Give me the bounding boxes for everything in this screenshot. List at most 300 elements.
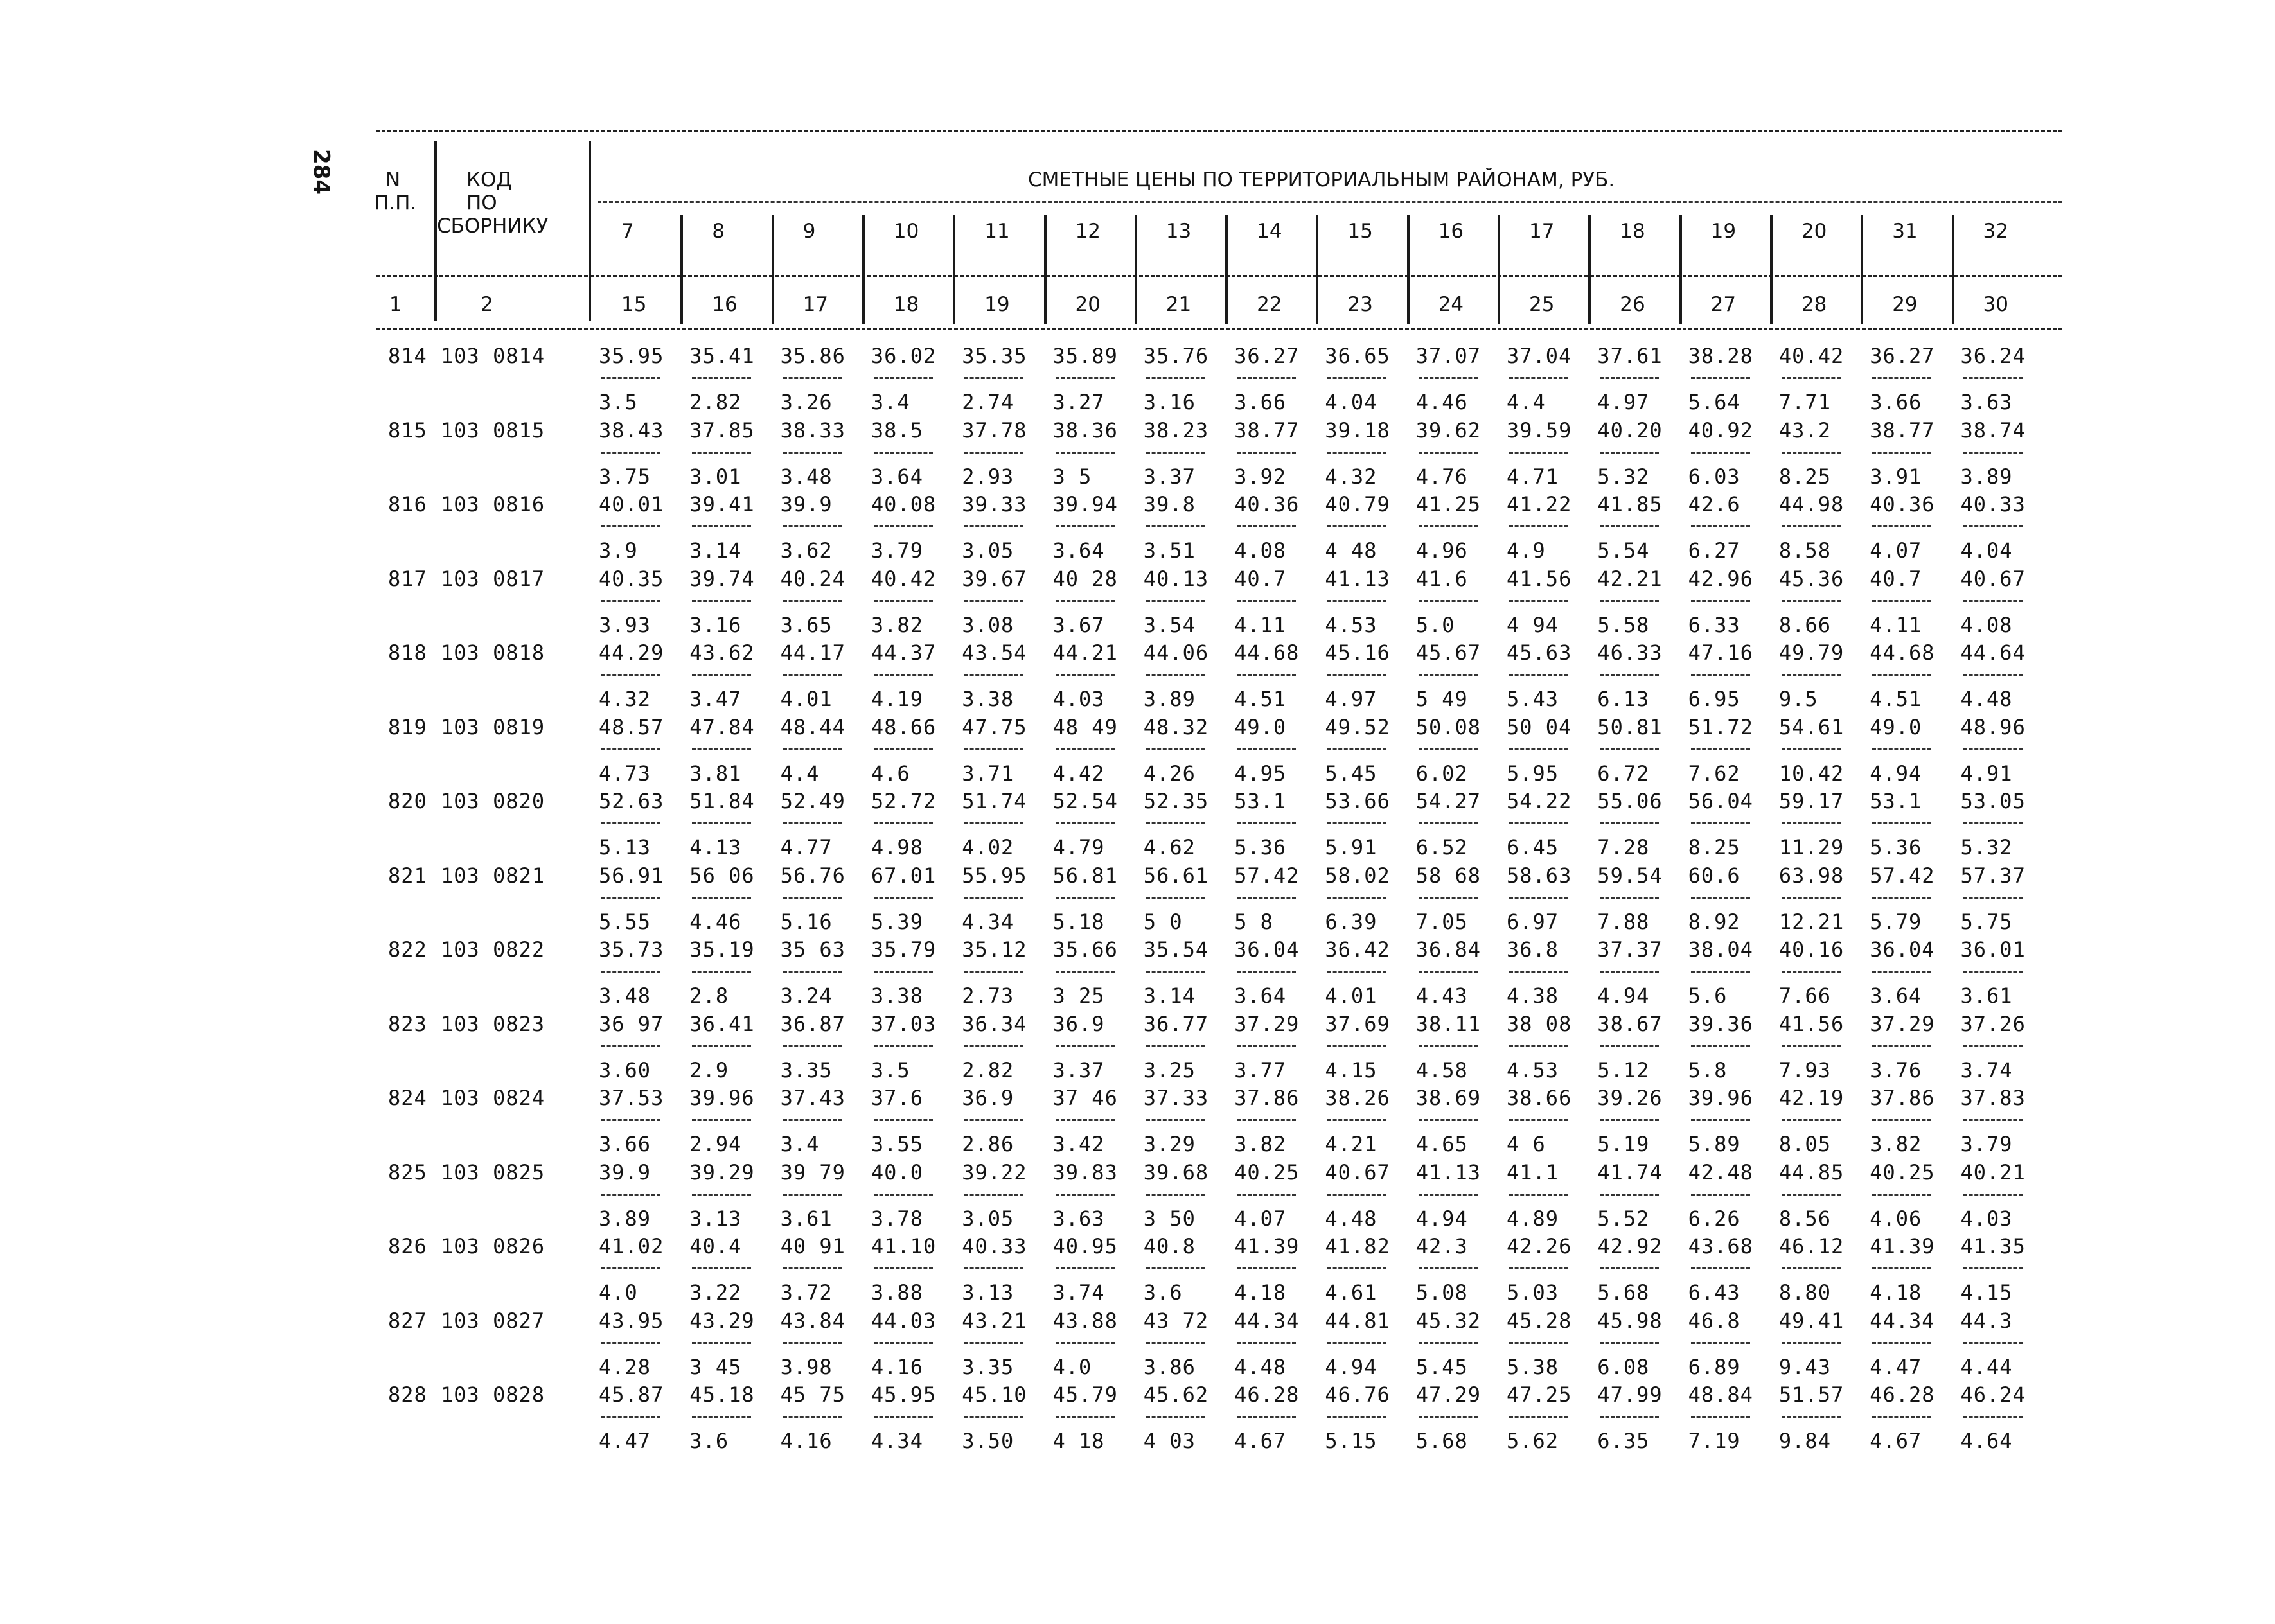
price-value: 36.27 xyxy=(1234,344,1300,368)
price-value: 43.95 xyxy=(599,1308,664,1333)
price-subvalue: 3 25 xyxy=(1052,984,1105,1008)
value-underline xyxy=(964,897,1023,899)
value-underline xyxy=(1146,452,1205,454)
price-subvalue: 3.64 xyxy=(1234,984,1287,1008)
value-underline xyxy=(1963,1342,2023,1344)
price-value: 60.6 xyxy=(1688,863,1740,888)
price-value: 38.28 xyxy=(1688,344,1753,368)
price-subvalue: 4.11 xyxy=(1870,612,1922,637)
value-underline xyxy=(692,377,751,379)
title-underline xyxy=(598,201,2062,203)
value-underline xyxy=(1419,1267,1478,1269)
price-subvalue: 8.25 xyxy=(1778,464,1831,489)
value-underline xyxy=(1509,674,1568,676)
price-subvalue: 4.18 xyxy=(1234,1280,1287,1305)
price-subvalue: 4.95 xyxy=(1234,761,1287,786)
row-code: 103 0821 xyxy=(441,863,545,888)
price-value: 41.82 xyxy=(1325,1234,1390,1258)
row-number: 828 xyxy=(388,1382,427,1407)
row-code: 103 0825 xyxy=(441,1160,545,1185)
price-subvalue: 4.15 xyxy=(1960,1280,2013,1305)
price-value: 56.76 xyxy=(780,863,845,888)
price-subvalue: 3.71 xyxy=(962,761,1014,786)
column-number: 21 xyxy=(1165,293,1192,316)
value-underline xyxy=(1056,600,1115,602)
value-underline xyxy=(964,1119,1023,1121)
price-subvalue: 3.93 xyxy=(599,612,651,637)
value-underline xyxy=(1237,1416,1296,1418)
value-underline xyxy=(1056,1267,1115,1269)
price-subvalue: 4.16 xyxy=(780,1429,833,1453)
price-subvalue: 8.80 xyxy=(1778,1280,1831,1305)
price-subvalue: 5.95 xyxy=(1507,761,1559,786)
value-underline xyxy=(1237,1342,1296,1344)
value-underline xyxy=(1237,897,1296,899)
value-underline xyxy=(1509,1267,1568,1269)
district-divider xyxy=(680,215,683,324)
price-subvalue: 4.46 xyxy=(1415,390,1468,414)
price-value: 39.96 xyxy=(689,1086,755,1110)
price-subvalue: 5.68 xyxy=(1597,1280,1650,1305)
price-subvalue: 6.33 xyxy=(1688,612,1740,637)
header-pp: П.П. xyxy=(374,191,417,215)
value-underline xyxy=(1056,897,1115,899)
price-subvalue: 3.37 xyxy=(1143,464,1196,489)
price-value: 47.29 xyxy=(1415,1382,1482,1407)
price-subvalue: 4 94 xyxy=(1507,612,1559,637)
page-number: 284 xyxy=(308,149,334,195)
price-value: 39.33 xyxy=(962,492,1027,516)
price-subvalue: 6.89 xyxy=(1688,1354,1740,1379)
column-number: 17 xyxy=(802,293,829,316)
price-value: 37.53 xyxy=(599,1086,664,1110)
price-value: 52.35 xyxy=(1143,789,1209,813)
value-underline xyxy=(1509,1045,1568,1047)
price-subvalue: 4.02 xyxy=(962,835,1014,860)
price-value: 41.02 xyxy=(599,1234,664,1258)
price-value: 38.36 xyxy=(1052,418,1118,443)
price-value: 56.91 xyxy=(599,863,664,888)
price-subvalue: 4.4 xyxy=(780,761,820,786)
price-subvalue: 3 5 xyxy=(1052,464,1092,489)
price-value: 41.6 xyxy=(1415,566,1468,591)
price-value: 41.35 xyxy=(1960,1234,2026,1258)
value-underline xyxy=(1691,748,1750,750)
price-subvalue: 6.08 xyxy=(1597,1354,1650,1379)
column-number: 23 xyxy=(1347,293,1373,316)
price-value: 44.37 xyxy=(871,640,937,665)
price-value: 40.67 xyxy=(1325,1160,1390,1185)
row-number: 820 xyxy=(388,789,427,813)
value-underline xyxy=(1782,822,1841,824)
price-value: 39.36 xyxy=(1688,1011,1753,1036)
row-number: 821 xyxy=(388,863,427,888)
value-underline xyxy=(1872,1342,1931,1344)
row-number: 815 xyxy=(388,418,427,443)
price-subvalue: 3.82 xyxy=(871,612,923,637)
value-underline xyxy=(1600,1045,1659,1047)
value-underline xyxy=(1963,971,2023,973)
row-number: 823 xyxy=(388,1011,427,1036)
price-subvalue: 4.48 xyxy=(1325,1206,1377,1231)
price-value: 38.23 xyxy=(1143,418,1209,443)
price-subvalue: 4.65 xyxy=(1415,1132,1468,1156)
value-underline xyxy=(874,897,933,899)
value-underline xyxy=(1963,377,2023,379)
value-underline xyxy=(1509,748,1568,750)
price-value: 38.33 xyxy=(780,418,845,443)
price-value: 56 06 xyxy=(689,863,755,888)
price-value: 45.28 xyxy=(1507,1308,1572,1333)
value-underline xyxy=(1600,600,1659,602)
price-value: 44.85 xyxy=(1778,1160,1845,1185)
row-code: 103 0822 xyxy=(441,937,545,962)
price-subvalue: 5.38 xyxy=(1507,1354,1559,1379)
value-underline xyxy=(1600,377,1659,379)
price-subvalue: 3.98 xyxy=(780,1354,833,1379)
value-underline xyxy=(874,377,933,379)
price-subvalue: 8.25 xyxy=(1688,835,1740,860)
price-subvalue: 3.38 xyxy=(871,984,923,1008)
price-subvalue: 7.93 xyxy=(1778,1057,1831,1082)
price-value: 37.78 xyxy=(962,418,1027,443)
price-value: 36.02 xyxy=(871,344,937,368)
value-underline xyxy=(1963,1267,2023,1269)
value-underline xyxy=(874,525,933,527)
table-top-rule xyxy=(376,130,2062,132)
value-underline xyxy=(1963,1416,2023,1418)
value-underline xyxy=(692,1194,751,1196)
price-value: 39 79 xyxy=(780,1160,845,1185)
value-underline xyxy=(1691,971,1750,973)
price-value: 57.42 xyxy=(1870,863,1935,888)
value-underline xyxy=(601,1119,660,1121)
value-underline xyxy=(964,1416,1023,1418)
price-subvalue: 3.79 xyxy=(1960,1132,2013,1156)
row-code: 103 0824 xyxy=(441,1086,545,1110)
value-underline xyxy=(1782,525,1841,527)
price-subvalue: 4.76 xyxy=(1415,464,1468,489)
value-underline xyxy=(1419,1416,1478,1418)
value-underline xyxy=(964,971,1023,973)
price-value: 39.22 xyxy=(962,1160,1027,1185)
value-underline xyxy=(1419,1119,1478,1121)
value-underline xyxy=(1872,897,1931,899)
value-underline xyxy=(601,897,660,899)
value-underline xyxy=(1782,1267,1841,1269)
price-value: 35.41 xyxy=(689,344,755,368)
value-underline xyxy=(1600,452,1659,454)
price-value: 40.20 xyxy=(1597,418,1663,443)
value-underline xyxy=(1419,452,1478,454)
price-value: 35.35 xyxy=(962,344,1027,368)
price-value: 42.96 xyxy=(1688,566,1753,591)
price-subvalue: 4.98 xyxy=(871,835,923,860)
price-value: 52.63 xyxy=(599,789,664,813)
price-value: 38.5 xyxy=(871,418,923,443)
price-subvalue: 8.05 xyxy=(1778,1132,1831,1156)
price-value: 43.88 xyxy=(1052,1308,1118,1333)
value-underline xyxy=(1872,1416,1931,1418)
price-value: 39.67 xyxy=(962,566,1027,591)
price-value: 39.26 xyxy=(1597,1086,1663,1110)
price-subvalue: 3.4 xyxy=(780,1132,820,1156)
price-subvalue: 3.64 xyxy=(1870,984,1922,1008)
value-underline xyxy=(1963,1119,2023,1121)
value-underline xyxy=(964,1342,1023,1344)
price-value: 44.34 xyxy=(1870,1308,1935,1333)
value-underline xyxy=(964,674,1023,676)
price-subvalue: 4.19 xyxy=(871,687,923,711)
price-value: 58 68 xyxy=(1415,863,1482,888)
row-number: 825 xyxy=(388,1160,427,1185)
price-value: 35.19 xyxy=(689,937,755,962)
price-value: 55.06 xyxy=(1597,789,1663,813)
column-number: 28 xyxy=(1801,293,1827,316)
value-underline xyxy=(1872,452,1931,454)
price-subvalue: 5.16 xyxy=(780,909,833,934)
price-subvalue: 3 45 xyxy=(689,1354,742,1379)
price-subvalue: 5.15 xyxy=(1325,1429,1377,1453)
price-value: 36 97 xyxy=(599,1011,664,1036)
value-underline xyxy=(1327,674,1386,676)
price-subvalue: 4 18 xyxy=(1052,1429,1105,1453)
price-subvalue: 3.82 xyxy=(1870,1132,1922,1156)
price-subvalue: 3.9 xyxy=(599,538,638,563)
price-value: 42.26 xyxy=(1507,1234,1572,1258)
price-value: 45.62 xyxy=(1143,1382,1209,1407)
value-underline xyxy=(1509,822,1568,824)
price-subvalue: 4.03 xyxy=(1960,1206,2013,1231)
value-underline xyxy=(1872,971,1931,973)
value-underline xyxy=(1419,600,1478,602)
price-subvalue: 3.14 xyxy=(689,538,742,563)
price-subvalue: 4.51 xyxy=(1870,687,1922,711)
value-underline xyxy=(964,1045,1023,1047)
price-value: 63.98 xyxy=(1778,863,1845,888)
price-subvalue: 5 0 xyxy=(1143,909,1183,934)
value-underline xyxy=(1782,748,1841,750)
header-code-1: КОД xyxy=(466,168,512,191)
price-subvalue: 6.39 xyxy=(1325,909,1377,934)
price-subvalue: 4.43 xyxy=(1415,984,1468,1008)
price-subvalue: 3.65 xyxy=(780,612,833,637)
price-value: 39.9 xyxy=(780,492,833,516)
price-subvalue: 8.92 xyxy=(1688,909,1740,934)
value-underline xyxy=(783,525,842,527)
value-underline xyxy=(1056,1342,1115,1344)
price-subvalue: 2.82 xyxy=(689,390,742,414)
price-value: 67.01 xyxy=(871,863,937,888)
price-subvalue: 6.27 xyxy=(1688,538,1740,563)
price-subvalue: 5.32 xyxy=(1960,835,2013,860)
value-underline xyxy=(1056,377,1115,379)
price-subvalue: 5.36 xyxy=(1234,835,1287,860)
price-subvalue: 9.84 xyxy=(1778,1429,1831,1453)
col-divider-2 xyxy=(589,141,591,321)
value-underline xyxy=(1600,1194,1659,1196)
district-divider xyxy=(1316,215,1318,324)
value-underline xyxy=(1691,822,1750,824)
district-header: 10 xyxy=(893,220,919,243)
value-underline xyxy=(601,452,660,454)
value-underline xyxy=(1327,452,1386,454)
district-header: 13 xyxy=(1165,220,1192,243)
price-value: 45 75 xyxy=(780,1382,845,1407)
price-value: 46.24 xyxy=(1960,1382,2026,1407)
district-header: 31 xyxy=(1892,220,1918,243)
price-subvalue: 12.21 xyxy=(1778,909,1845,934)
value-underline xyxy=(1872,822,1931,824)
price-value: 38.77 xyxy=(1870,418,1935,443)
price-value: 36.65 xyxy=(1325,344,1390,368)
price-subvalue: 4 03 xyxy=(1143,1429,1196,1453)
value-underline xyxy=(1691,377,1750,379)
value-underline xyxy=(783,897,842,899)
price-subvalue: 4.07 xyxy=(1870,538,1922,563)
value-underline xyxy=(692,1267,751,1269)
value-underline xyxy=(1782,897,1841,899)
value-underline xyxy=(1327,600,1386,602)
price-value: 44.81 xyxy=(1325,1308,1390,1333)
price-value: 50.08 xyxy=(1415,714,1482,739)
price-subvalue: 3.76 xyxy=(1870,1057,1922,1082)
price-value: 38.11 xyxy=(1415,1011,1482,1036)
price-value: 54.22 xyxy=(1507,789,1572,813)
district-divider xyxy=(772,215,774,324)
value-underline xyxy=(601,822,660,824)
value-underline xyxy=(1691,674,1750,676)
value-underline xyxy=(692,1045,751,1047)
price-subvalue: 5.62 xyxy=(1507,1429,1559,1453)
price-value: 52.49 xyxy=(780,789,845,813)
price-subvalue: 5.36 xyxy=(1870,835,1922,860)
value-underline xyxy=(783,1416,842,1418)
price-subvalue: 4.97 xyxy=(1597,390,1650,414)
value-underline xyxy=(964,1194,1023,1196)
price-subvalue: 6.95 xyxy=(1688,687,1740,711)
price-subvalue: 3.5 xyxy=(599,390,638,414)
value-underline xyxy=(1963,1194,2023,1196)
price-subvalue: 6.03 xyxy=(1688,464,1740,489)
price-value: 40.42 xyxy=(1778,344,1845,368)
price-subvalue: 4.91 xyxy=(1960,761,2013,786)
price-value: 42.21 xyxy=(1597,566,1663,591)
price-subvalue: 5.89 xyxy=(1688,1132,1740,1156)
value-underline xyxy=(1691,600,1750,602)
value-underline xyxy=(1691,1342,1750,1344)
price-value: 35.86 xyxy=(780,344,845,368)
value-underline xyxy=(1691,1416,1750,1418)
price-value: 40.13 xyxy=(1143,566,1209,591)
value-underline xyxy=(1872,377,1931,379)
price-subvalue: 7.05 xyxy=(1415,909,1468,934)
price-subvalue: 3.66 xyxy=(1234,390,1287,414)
price-value: 45.16 xyxy=(1325,640,1390,665)
district-divider xyxy=(1225,215,1228,324)
price-subvalue: 6.13 xyxy=(1597,687,1650,711)
value-underline xyxy=(1509,377,1568,379)
price-subvalue: 4.15 xyxy=(1325,1057,1377,1082)
price-value: 37.07 xyxy=(1415,344,1482,368)
value-underline xyxy=(1327,748,1386,750)
price-value: 48.96 xyxy=(1960,714,2026,739)
header-code-3: СБОРНИКУ xyxy=(437,215,549,238)
price-value: 40.25 xyxy=(1870,1160,1935,1185)
row-number: 822 xyxy=(388,937,427,962)
price-value: 49.0 xyxy=(1870,714,1922,739)
value-underline xyxy=(874,600,933,602)
price-value: 46.28 xyxy=(1870,1382,1935,1407)
price-subvalue: 4.94 xyxy=(1870,761,1922,786)
price-subvalue: 3.79 xyxy=(871,538,923,563)
value-underline xyxy=(601,525,660,527)
price-subvalue: 3.72 xyxy=(780,1280,833,1305)
value-underline xyxy=(1600,822,1659,824)
price-value: 57.37 xyxy=(1960,863,2026,888)
price-value: 36.24 xyxy=(1960,344,2026,368)
district-divider xyxy=(1044,215,1047,324)
price-value: 37.69 xyxy=(1325,1011,1390,1036)
price-value: 41.39 xyxy=(1870,1234,1935,1258)
value-underline xyxy=(1056,1194,1115,1196)
price-value: 40.7 xyxy=(1870,566,1922,591)
value-underline xyxy=(1509,897,1568,899)
price-value: 37.86 xyxy=(1234,1086,1300,1110)
price-subvalue: 3.16 xyxy=(1143,390,1196,414)
value-underline xyxy=(874,674,933,676)
value-underline xyxy=(601,377,660,379)
value-underline xyxy=(1237,377,1296,379)
value-underline xyxy=(1600,1119,1659,1121)
value-underline xyxy=(1691,1119,1750,1121)
price-value: 43 72 xyxy=(1143,1308,1209,1333)
price-subvalue: 5.32 xyxy=(1597,464,1650,489)
price-subvalue: 2.82 xyxy=(962,1057,1014,1082)
price-subvalue: 3.89 xyxy=(1143,687,1196,711)
value-underline xyxy=(1963,822,2023,824)
price-value: 46.12 xyxy=(1778,1234,1845,1258)
value-underline xyxy=(1419,1194,1478,1196)
price-value: 54.61 xyxy=(1778,714,1845,739)
price-subvalue: 9.43 xyxy=(1778,1354,1831,1379)
price-subvalue: 4.11 xyxy=(1234,612,1287,637)
price-subvalue: 5.55 xyxy=(599,909,651,934)
price-value: 56.81 xyxy=(1052,863,1118,888)
price-value: 40.8 xyxy=(1143,1234,1196,1258)
price-subvalue: 11.29 xyxy=(1778,835,1845,860)
price-value: 36.01 xyxy=(1960,937,2026,962)
price-value: 39.8 xyxy=(1143,492,1196,516)
row-code: 103 0819 xyxy=(441,714,545,739)
price-subvalue: 4.0 xyxy=(1052,1354,1092,1379)
price-value: 36.41 xyxy=(689,1011,755,1036)
value-underline xyxy=(1419,377,1478,379)
price-subvalue: 3.61 xyxy=(780,1206,833,1231)
price-subvalue: 3.86 xyxy=(1143,1354,1196,1379)
value-underline xyxy=(1691,1267,1750,1269)
price-subvalue: 3.05 xyxy=(962,1206,1014,1231)
value-underline xyxy=(692,1342,751,1344)
value-underline xyxy=(1600,897,1659,899)
price-value: 38.43 xyxy=(599,418,664,443)
price-value: 48.44 xyxy=(780,714,845,739)
price-subvalue: 4.47 xyxy=(1870,1354,1922,1379)
price-subvalue: 3 50 xyxy=(1143,1206,1196,1231)
price-subvalue: 3.88 xyxy=(871,1280,923,1305)
value-underline xyxy=(692,1416,751,1418)
price-subvalue: 5.52 xyxy=(1597,1206,1650,1231)
